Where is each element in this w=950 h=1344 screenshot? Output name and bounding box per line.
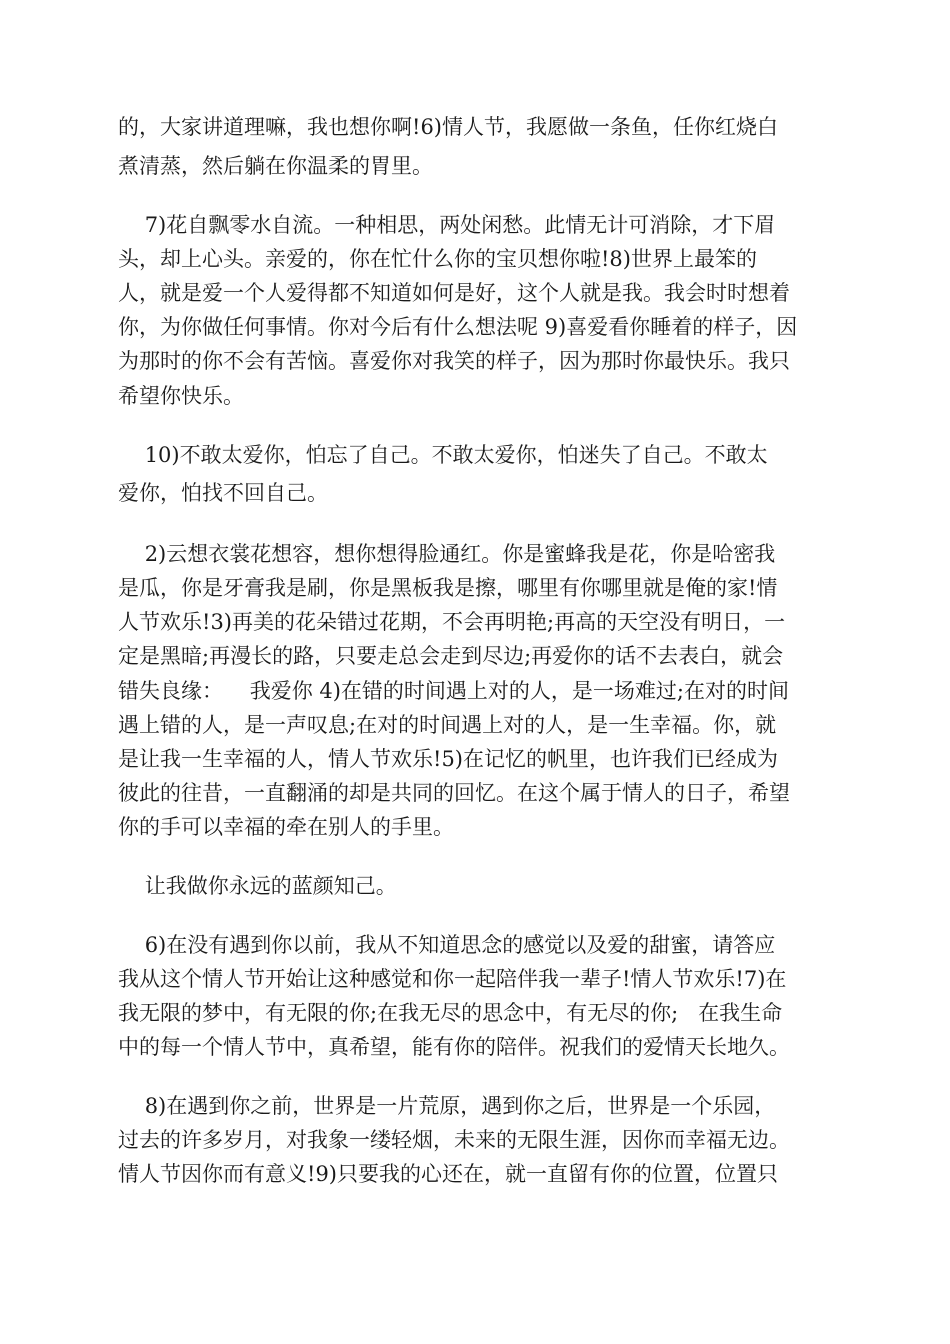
text-line: 人节欢乐!3)再美的花朵错过花期，不会再明艳;再高的天空没有明日，一 xyxy=(118,610,786,634)
text-line: 的，大家讲道理嘛，我也想你啊!6)情人节，我愿做一条鱼，任你红烧白 xyxy=(118,115,778,139)
text-line: 你的手可以幸福的牵在别人的手里。 xyxy=(118,815,454,839)
text-line: 为那时的你不会有苦恼。喜爱你对我笑的样子，因为那时你最快乐。我只 xyxy=(118,349,790,373)
text-line: 煮清蒸，然后躺在你温柔的胃里。 xyxy=(118,154,433,178)
text-line: 7)花自飘零水自流。一种相思，两处闲愁。此情无计可消除，才下眉 xyxy=(118,213,776,237)
text-line: 头，却上心头。亲爱的，你在忙什么你的宝贝想你啦!8)世界上最笨的 xyxy=(118,247,757,271)
text-line: 2)云想衣裳花想容，想你想得脸通红。你是蜜蜂我是花，你是哈密我 xyxy=(118,542,776,566)
text-line: 是让我一生幸福的人，情人节欢乐!5)在记忆的帆里，也许我们已经成为 xyxy=(118,747,778,771)
text-line: 过去的许多岁月，对我象一缕轻烟，未来的无限生涯，因你而幸福无边。 xyxy=(118,1128,790,1152)
text-line: 10)不敢太爱你，怕忘了自己。不敢太爱你，怕迷失了自己。不敢太 xyxy=(118,443,768,467)
text-line: 爱你，怕找不回自己。 xyxy=(118,481,328,505)
text-line: 我从这个情人节开始让这种感觉和你一起陪伴我一辈子!情人节欢乐!7)在 xyxy=(118,967,787,991)
text-line: 我无限的梦中，有无限的你;在我无尽的思念中，有无尽的你; 在我生命 xyxy=(118,1001,783,1025)
text-line: 8)在遇到你之前，世界是一片荒原，遇到你之后，世界是一个乐园， xyxy=(118,1094,776,1118)
text-line: 让我做你永远的蓝颜知己。 xyxy=(118,874,397,898)
text-line: 是瓜，你是牙膏我是刷，你是黑板我是擦，哪里有你哪里就是俺的家!情 xyxy=(118,576,778,600)
text-line: 6)在没有遇到你以前，我从不知道思念的感觉以及爱的甜蜜，请答应 xyxy=(118,933,776,957)
text-line: 人，就是爱一个人爱得都不知道如何是好，这个人就是我。我会时时想着 xyxy=(118,281,790,305)
text-line: 遇上错的人，是一声叹息;在对的时间遇上对的人，是一生幸福。你，就 xyxy=(118,713,777,737)
text-line: 希望你快乐。 xyxy=(118,384,244,408)
text-line: 彼此的往昔，一直翻涌的却是共同的回忆。在这个属于情人的日子，希望 xyxy=(118,781,790,805)
text-line: 情人节因你而有意义!9)只要我的心还在，就一直留有你的位置，位置只 xyxy=(118,1162,778,1186)
text-line: 定是黑暗;再漫长的路，只要走总会走到尽边;再爱你的话不去表白，就会 xyxy=(118,644,784,668)
text-line: 错失良缘： 我爱你 4)在错的时间遇上对的人，是一场难过;在对的时间 xyxy=(118,679,790,703)
text-line: 你，为你做任何事情。你对今后有什么想法呢 9)喜爱看你睡着的样子，因 xyxy=(118,315,798,339)
text-line: 中的每一个情人节中，真希望，能有你的陪伴。祝我们的爱情天长地久。 xyxy=(118,1035,790,1059)
